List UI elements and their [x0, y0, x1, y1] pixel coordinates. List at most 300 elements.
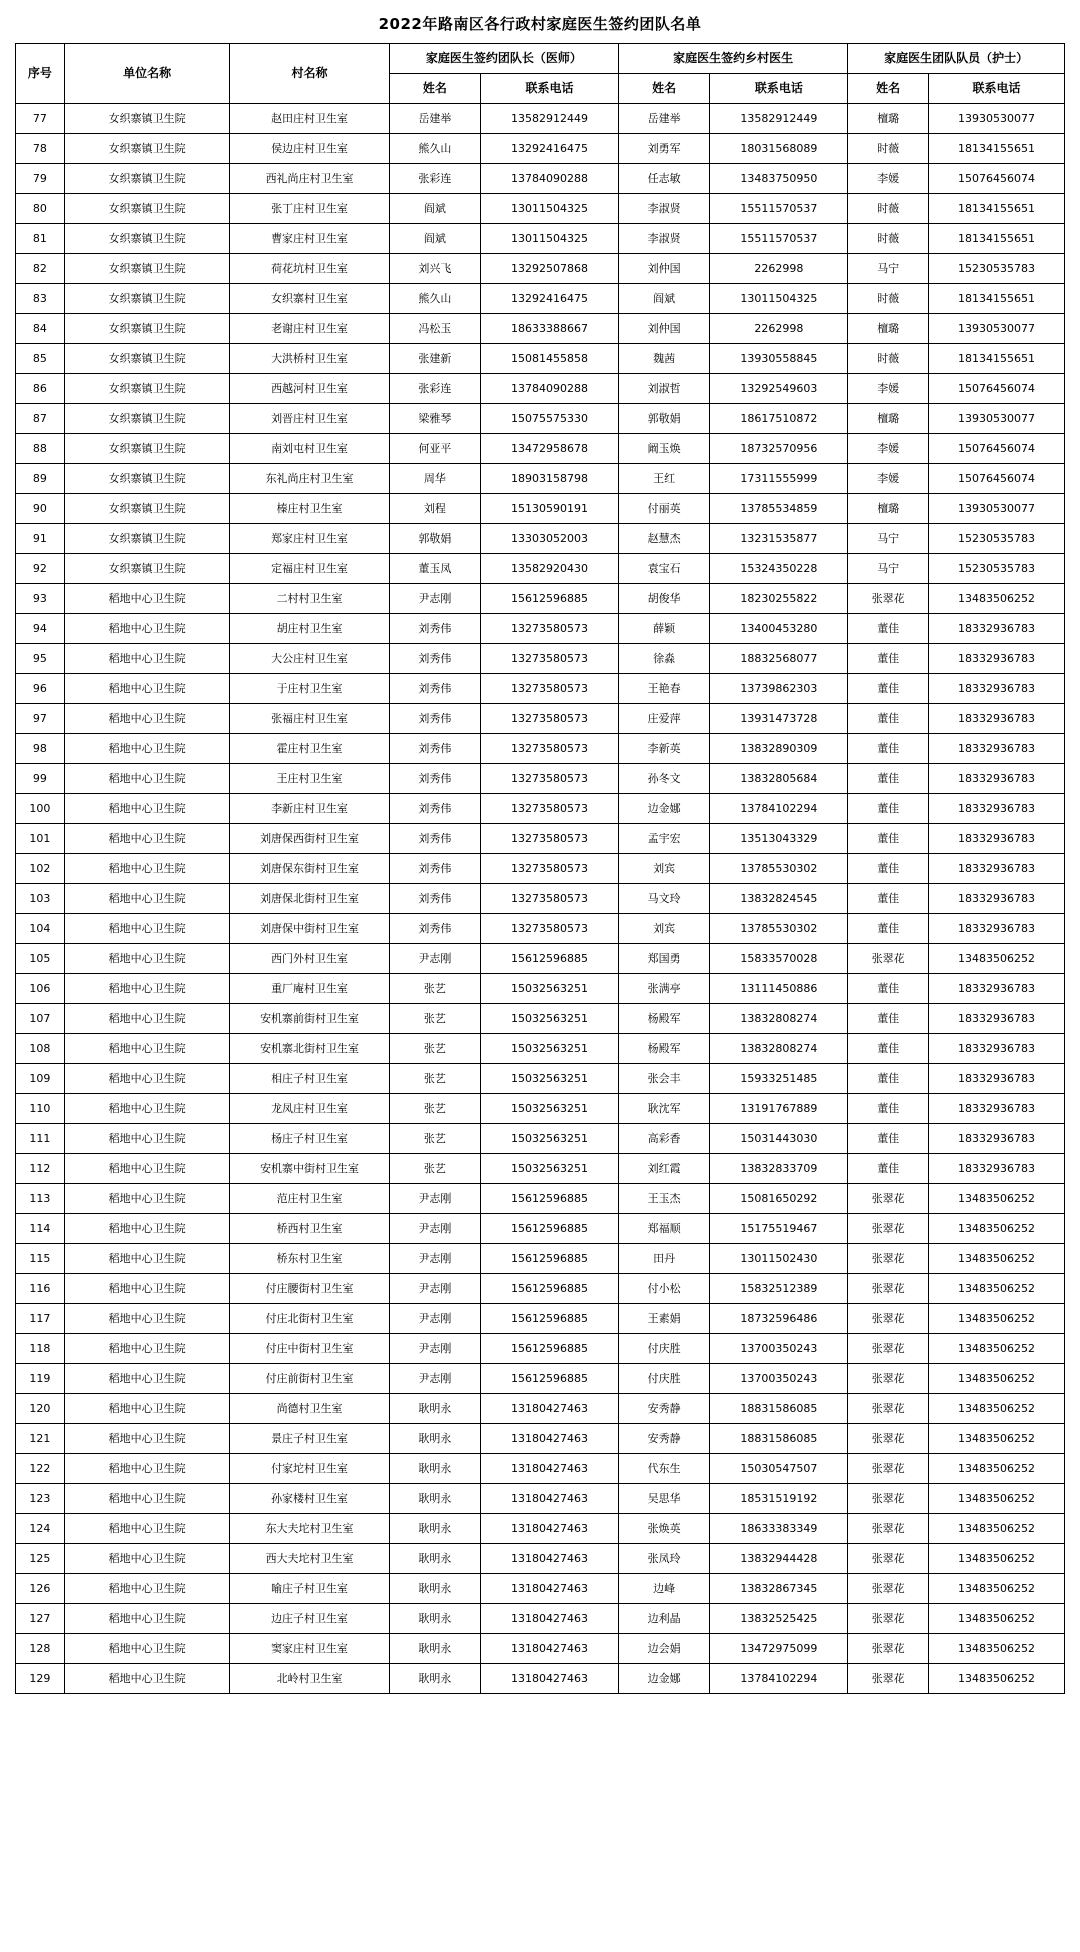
cell-nurse-phone: 18332936783	[929, 1154, 1065, 1184]
cell-leader-phone: 13180427463	[480, 1484, 618, 1514]
cell-doctor-phone: 13930558845	[710, 344, 848, 374]
cell-index: 110	[16, 1094, 65, 1124]
cell-nurse-name: 董佳	[848, 1004, 929, 1034]
cell-unit: 稻地中心卫生院	[64, 884, 230, 914]
cell-nurse-phone: 15076456074	[929, 374, 1065, 404]
table-row	[16, 1514, 1065, 1544]
header-village: 村名称	[230, 44, 389, 104]
cell-doctor-phone: 13483750950	[710, 164, 848, 194]
cell-leader-phone: 13303052003	[480, 524, 618, 554]
header-index: 序号	[16, 44, 65, 104]
cell-nurse-name: 张翠花	[848, 1364, 929, 1394]
cell-leader-phone: 15130590191	[480, 494, 618, 524]
cell-doctor-phone: 13111450886	[710, 974, 848, 1004]
cell-village: 桥西村卫生室	[230, 1214, 389, 1244]
cell-leader-phone: 13292416475	[480, 134, 618, 164]
cell-nurse-name: 张翠花	[848, 944, 929, 974]
table-row	[16, 1634, 1065, 1664]
cell-leader-name: 张艺	[389, 974, 480, 1004]
table-row	[16, 1244, 1065, 1274]
cell-nurse-phone: 13930530077	[929, 314, 1065, 344]
cell-leader-phone: 15612596885	[480, 584, 618, 614]
cell-village: 西越河村卫生室	[230, 374, 389, 404]
cell-unit: 稻地中心卫生院	[64, 614, 230, 644]
cell-nurse-phone: 13483506252	[929, 1634, 1065, 1664]
cell-index: 86	[16, 374, 65, 404]
cell-index: 114	[16, 1214, 65, 1244]
cell-village: 窦家庄村卫生室	[230, 1634, 389, 1664]
table-row	[16, 584, 1065, 614]
cell-leader-phone: 15612596885	[480, 1364, 618, 1394]
cell-leader-phone: 18633388667	[480, 314, 618, 344]
cell-nurse-phone: 13930530077	[929, 104, 1065, 134]
cell-leader-name: 尹志刚	[389, 1184, 480, 1214]
cell-unit: 女织寨镇卫生院	[64, 404, 230, 434]
table-row	[16, 674, 1065, 704]
table-row	[16, 1604, 1065, 1634]
cell-nurse-phone: 13483506252	[929, 1424, 1065, 1454]
cell-doctor-phone: 13472975099	[710, 1634, 848, 1664]
cell-leader-name: 阎斌	[389, 224, 480, 254]
cell-nurse-name: 马宁	[848, 554, 929, 584]
cell-village: 刘唐保中街村卫生室	[230, 914, 389, 944]
cell-doctor-phone: 2262998	[710, 314, 848, 344]
cell-leader-phone: 13292507868	[480, 254, 618, 284]
cell-doctor-name: 边金娜	[619, 1664, 710, 1694]
header-row-group	[16, 44, 1065, 74]
cell-village: 相庄子村卫生室	[230, 1064, 389, 1094]
cell-doctor-name: 阎斌	[619, 284, 710, 314]
cell-nurse-name: 张翠花	[848, 584, 929, 614]
cell-leader-phone: 13582912449	[480, 104, 618, 134]
cell-leader-name: 耿明永	[389, 1574, 480, 1604]
cell-nurse-name: 董佳	[848, 734, 929, 764]
cell-village: 付家坨村卫生室	[230, 1454, 389, 1484]
cell-village: 龙凤庄村卫生室	[230, 1094, 389, 1124]
cell-leader-phone: 15032563251	[480, 1094, 618, 1124]
cell-doctor-name: 赵慧杰	[619, 524, 710, 554]
cell-village: 安机寨中街村卫生室	[230, 1154, 389, 1184]
cell-unit: 稻地中心卫生院	[64, 1154, 230, 1184]
cell-nurse-phone: 13483506252	[929, 1514, 1065, 1544]
cell-doctor-phone: 13832805684	[710, 764, 848, 794]
cell-unit: 稻地中心卫生院	[64, 1424, 230, 1454]
cell-unit: 稻地中心卫生院	[64, 1484, 230, 1514]
cell-leader-phone: 13273580573	[480, 704, 618, 734]
cell-leader-name: 张彩连	[389, 374, 480, 404]
cell-village: 东大夫坨村卫生室	[230, 1514, 389, 1544]
cell-leader-name: 张艺	[389, 1094, 480, 1124]
cell-leader-name: 耿明永	[389, 1604, 480, 1634]
cell-index: 83	[16, 284, 65, 314]
cell-leader-name: 张艺	[389, 1124, 480, 1154]
cell-leader-name: 张艺	[389, 1034, 480, 1064]
table-row	[16, 974, 1065, 1004]
cell-nurse-phone: 13483506252	[929, 1664, 1065, 1694]
table-row	[16, 914, 1065, 944]
cell-leader-name: 刘秀伟	[389, 884, 480, 914]
cell-nurse-name: 马宁	[848, 524, 929, 554]
cell-nurse-name: 张翠花	[848, 1664, 929, 1694]
cell-nurse-phone: 13483506252	[929, 1184, 1065, 1214]
table-row	[16, 1214, 1065, 1244]
cell-nurse-name: 董佳	[848, 884, 929, 914]
cell-doctor-phone: 13931473728	[710, 704, 848, 734]
cell-index: 81	[16, 224, 65, 254]
cell-nurse-name: 董佳	[848, 764, 929, 794]
cell-nurse-phone: 18332936783	[929, 1124, 1065, 1154]
cell-doctor-name: 郭敬娟	[619, 404, 710, 434]
cell-unit: 稻地中心卫生院	[64, 1004, 230, 1034]
cell-doctor-name: 王艳春	[619, 674, 710, 704]
cell-village: 尚德村卫生室	[230, 1394, 389, 1424]
table-row	[16, 1304, 1065, 1334]
table-row	[16, 824, 1065, 854]
cell-village: 付庄中街村卫生室	[230, 1334, 389, 1364]
cell-nurse-phone: 13483506252	[929, 1454, 1065, 1484]
cell-doctor-name: 安秀静	[619, 1394, 710, 1424]
table-row	[16, 1574, 1065, 1604]
cell-doctor-name: 徐淼	[619, 644, 710, 674]
cell-leader-name: 尹志刚	[389, 1274, 480, 1304]
cell-doctor-name: 李淑贤	[619, 224, 710, 254]
cell-leader-name: 周华	[389, 464, 480, 494]
cell-leader-name: 耿明永	[389, 1514, 480, 1544]
cell-unit: 稻地中心卫生院	[64, 1214, 230, 1244]
cell-village: 孙家楼村卫生室	[230, 1484, 389, 1514]
cell-village: 付庄北街村卫生室	[230, 1304, 389, 1334]
cell-nurse-name: 张翠花	[848, 1244, 929, 1274]
cell-doctor-phone: 15030547507	[710, 1454, 848, 1484]
cell-index: 112	[16, 1154, 65, 1184]
cell-nurse-phone: 18332936783	[929, 674, 1065, 704]
cell-unit: 稻地中心卫生院	[64, 1274, 230, 1304]
cell-leader-phone: 15612596885	[480, 944, 618, 974]
cell-nurse-name: 张翠花	[848, 1454, 929, 1484]
cell-doctor-phone: 18831586085	[710, 1424, 848, 1454]
cell-index: 88	[16, 434, 65, 464]
cell-nurse-name: 董佳	[848, 1034, 929, 1064]
cell-index: 97	[16, 704, 65, 734]
cell-nurse-phone: 18332936783	[929, 644, 1065, 674]
cell-index: 78	[16, 134, 65, 164]
cell-unit: 稻地中心卫生院	[64, 1574, 230, 1604]
cell-nurse-phone: 18332936783	[929, 704, 1065, 734]
cell-leader-phone: 13180427463	[480, 1514, 618, 1544]
header-village-doctor: 家庭医生签约乡村医生	[619, 44, 848, 74]
cell-leader-name: 尹志刚	[389, 1364, 480, 1394]
cell-unit: 女织寨镇卫生院	[64, 494, 230, 524]
cell-nurse-phone: 18332936783	[929, 1034, 1065, 1064]
cell-doctor-phone: 2262998	[710, 254, 848, 284]
cell-nurse-phone: 15230535783	[929, 254, 1065, 284]
cell-leader-phone: 13472958678	[480, 434, 618, 464]
table-row	[16, 614, 1065, 644]
cell-leader-phone: 13784090288	[480, 164, 618, 194]
cell-leader-phone: 13273580573	[480, 644, 618, 674]
cell-index: 104	[16, 914, 65, 944]
cell-village: 东礼尚庄村卫生室	[230, 464, 389, 494]
cell-village: 张丁庄村卫生室	[230, 194, 389, 224]
cell-village: 王庄村卫生室	[230, 764, 389, 794]
cell-index: 125	[16, 1544, 65, 1574]
cell-nurse-name: 董佳	[848, 644, 929, 674]
cell-doctor-name: 边峰	[619, 1574, 710, 1604]
cell-village: 刘唐保北街村卫生室	[230, 884, 389, 914]
header-team-leader: 家庭医生签约团队长（医师）	[389, 44, 618, 74]
cell-unit: 女织寨镇卫生院	[64, 524, 230, 554]
cell-index: 77	[16, 104, 65, 134]
cell-doctor-name: 边利晶	[619, 1604, 710, 1634]
cell-unit: 稻地中心卫生院	[64, 824, 230, 854]
table-row	[16, 494, 1065, 524]
cell-village: 西门外村卫生室	[230, 944, 389, 974]
cell-nurse-phone: 18332936783	[929, 1004, 1065, 1034]
cell-doctor-phone: 13700350243	[710, 1334, 848, 1364]
cell-unit: 稻地中心卫生院	[64, 584, 230, 614]
cell-unit: 稻地中心卫生院	[64, 1184, 230, 1214]
cell-unit: 稻地中心卫生院	[64, 944, 230, 974]
cell-doctor-phone: 13832808274	[710, 1034, 848, 1064]
cell-index: 90	[16, 494, 65, 524]
cell-unit: 稻地中心卫生院	[64, 1094, 230, 1124]
cell-doctor-phone: 13832944428	[710, 1544, 848, 1574]
header-nurse-phone: 联系电话	[929, 74, 1065, 104]
cell-index: 102	[16, 854, 65, 884]
table-row	[16, 734, 1065, 764]
table-row	[16, 944, 1065, 974]
cell-doctor-name: 刘红霞	[619, 1154, 710, 1184]
cell-doctor-name: 张会丰	[619, 1064, 710, 1094]
cell-nurse-name: 张翠花	[848, 1604, 929, 1634]
cell-index: 128	[16, 1634, 65, 1664]
cell-index: 94	[16, 614, 65, 644]
table-header	[16, 44, 1065, 104]
cell-index: 98	[16, 734, 65, 764]
cell-doctor-phone: 13739862303	[710, 674, 848, 704]
table-row	[16, 284, 1065, 314]
table-row	[16, 1394, 1065, 1424]
cell-index: 108	[16, 1034, 65, 1064]
cell-nurse-name: 董佳	[848, 674, 929, 704]
cell-leader-phone: 13180427463	[480, 1454, 618, 1484]
cell-leader-phone: 15612596885	[480, 1274, 618, 1304]
cell-doctor-phone: 13832808274	[710, 1004, 848, 1034]
cell-nurse-phone: 18332936783	[929, 974, 1065, 1004]
cell-unit: 稻地中心卫生院	[64, 734, 230, 764]
cell-doctor-phone: 15833570028	[710, 944, 848, 974]
cell-leader-phone: 15612596885	[480, 1244, 618, 1274]
cell-unit: 女织寨镇卫生院	[64, 314, 230, 344]
table-row	[16, 554, 1065, 584]
cell-leader-phone: 13180427463	[480, 1664, 618, 1694]
cell-nurse-phone: 13483506252	[929, 1484, 1065, 1514]
cell-index: 107	[16, 1004, 65, 1034]
cell-doctor-phone: 17311555999	[710, 464, 848, 494]
cell-doctor-phone: 15511570537	[710, 194, 848, 224]
cell-unit: 稻地中心卫生院	[64, 1244, 230, 1274]
cell-index: 85	[16, 344, 65, 374]
cell-village: 李新庄村卫生室	[230, 794, 389, 824]
cell-index: 100	[16, 794, 65, 824]
cell-leader-phone: 13180427463	[480, 1544, 618, 1574]
cell-doctor-phone: 13191767889	[710, 1094, 848, 1124]
cell-doctor-phone: 13400453280	[710, 614, 848, 644]
cell-nurse-name: 张翠花	[848, 1574, 929, 1604]
cell-doctor-phone: 13784102294	[710, 794, 848, 824]
cell-nurse-name: 马宁	[848, 254, 929, 284]
cell-unit: 女织寨镇卫生院	[64, 284, 230, 314]
cell-leader-name: 张艺	[389, 1154, 480, 1184]
cell-nurse-name: 张翠花	[848, 1544, 929, 1574]
cell-nurse-phone: 13483506252	[929, 1394, 1065, 1424]
table-row	[16, 464, 1065, 494]
cell-unit: 女织寨镇卫生院	[64, 554, 230, 584]
cell-index: 101	[16, 824, 65, 854]
cell-index: 89	[16, 464, 65, 494]
cell-leader-phone: 13292416475	[480, 284, 618, 314]
cell-nurse-phone: 18134155651	[929, 284, 1065, 314]
table-row	[16, 1544, 1065, 1574]
table-row	[16, 764, 1065, 794]
table-row	[16, 1064, 1065, 1094]
cell-doctor-name: 刘仲国	[619, 254, 710, 284]
cell-doctor-name: 薛颖	[619, 614, 710, 644]
cell-nurse-phone: 15076456074	[929, 164, 1065, 194]
cell-index: 120	[16, 1394, 65, 1424]
table-row	[16, 524, 1065, 554]
cell-index: 122	[16, 1454, 65, 1484]
cell-index: 103	[16, 884, 65, 914]
cell-nurse-name: 董佳	[848, 794, 929, 824]
cell-leader-phone: 13273580573	[480, 734, 618, 764]
table-row	[16, 1034, 1065, 1064]
cell-doctor-name: 李淑贤	[619, 194, 710, 224]
cell-nurse-name: 檀璐	[848, 104, 929, 134]
cell-leader-name: 耿明永	[389, 1394, 480, 1424]
cell-nurse-name: 张翠花	[848, 1424, 929, 1454]
cell-leader-phone: 13180427463	[480, 1634, 618, 1664]
cell-leader-phone: 15081455858	[480, 344, 618, 374]
table-row	[16, 704, 1065, 734]
cell-nurse-name: 李媛	[848, 164, 929, 194]
cell-nurse-phone: 18332936783	[929, 854, 1065, 884]
cell-index: 121	[16, 1424, 65, 1454]
cell-doctor-name: 代东生	[619, 1454, 710, 1484]
cell-doctor-name: 付庆胜	[619, 1364, 710, 1394]
table-row	[16, 1184, 1065, 1214]
cell-index: 115	[16, 1244, 65, 1274]
table-row	[16, 1274, 1065, 1304]
cell-nurse-name: 董佳	[848, 974, 929, 1004]
cell-nurse-name: 时薇	[848, 134, 929, 164]
cell-nurse-phone: 15076456074	[929, 434, 1065, 464]
cell-leader-phone: 13011504325	[480, 224, 618, 254]
cell-leader-name: 何亚平	[389, 434, 480, 464]
table-row	[16, 1484, 1065, 1514]
table-row	[16, 314, 1065, 344]
cell-village: 曹家庄村卫生室	[230, 224, 389, 254]
table-row	[16, 404, 1065, 434]
cell-nurse-name: 董佳	[848, 824, 929, 854]
cell-leader-name: 尹志刚	[389, 944, 480, 974]
cell-index: 99	[16, 764, 65, 794]
cell-leader-name: 张彩连	[389, 164, 480, 194]
cell-index: 82	[16, 254, 65, 284]
cell-doctor-name: 刘仲国	[619, 314, 710, 344]
cell-doctor-phone: 15031443030	[710, 1124, 848, 1154]
cell-doctor-name: 孟宇宏	[619, 824, 710, 854]
cell-leader-phone: 15032563251	[480, 1124, 618, 1154]
cell-doctor-phone: 15832512389	[710, 1274, 848, 1304]
table-row	[16, 134, 1065, 164]
cell-unit: 女织寨镇卫生院	[64, 104, 230, 134]
cell-leader-name: 刘秀伟	[389, 764, 480, 794]
cell-doctor-name: 杨殿军	[619, 1004, 710, 1034]
cell-index: 91	[16, 524, 65, 554]
cell-village: 安机寨前街村卫生室	[230, 1004, 389, 1034]
cell-nurse-name: 董佳	[848, 914, 929, 944]
cell-leader-name: 刘秀伟	[389, 914, 480, 944]
cell-village: 定福庄村卫生室	[230, 554, 389, 584]
cell-doctor-name: 吴思华	[619, 1484, 710, 1514]
cell-index: 80	[16, 194, 65, 224]
cell-village: 西礼尚庄村卫生室	[230, 164, 389, 194]
cell-doctor-phone: 13785534859	[710, 494, 848, 524]
cell-leader-phone: 15032563251	[480, 974, 618, 1004]
cell-village: 付庄腰街村卫生室	[230, 1274, 389, 1304]
cell-leader-name: 岳建举	[389, 104, 480, 134]
page-title: 2022年路南区各行政村家庭医生签约团队名单	[378, 15, 702, 33]
cell-nurse-phone: 13483506252	[929, 584, 1065, 614]
table-row	[16, 374, 1065, 404]
cell-doctor-name: 刘勇军	[619, 134, 710, 164]
cell-village: 边庄子村卫生室	[230, 1604, 389, 1634]
table-row	[16, 224, 1065, 254]
cell-doctor-phone: 13011502430	[710, 1244, 848, 1274]
cell-nurse-name: 檀璐	[848, 494, 929, 524]
cell-village: 郑家庄村卫生室	[230, 524, 389, 554]
cell-doctor-name: 付小松	[619, 1274, 710, 1304]
cell-nurse-phone: 18134155651	[929, 134, 1065, 164]
cell-village: 安机寨北街村卫生室	[230, 1034, 389, 1064]
cell-doctor-phone: 18633383349	[710, 1514, 848, 1544]
cell-unit: 女织寨镇卫生院	[64, 194, 230, 224]
cell-leader-name: 熊久山	[389, 284, 480, 314]
cell-leader-name: 刘秀伟	[389, 794, 480, 824]
cell-unit: 女织寨镇卫生院	[64, 254, 230, 284]
cell-leader-name: 刘秀伟	[389, 674, 480, 704]
cell-doctor-phone: 13784102294	[710, 1664, 848, 1694]
table-row	[16, 254, 1065, 284]
cell-doctor-phone: 15933251485	[710, 1064, 848, 1094]
cell-leader-name: 刘秀伟	[389, 824, 480, 854]
cell-unit: 稻地中心卫生院	[64, 1664, 230, 1694]
cell-doctor-name: 刘宾	[619, 914, 710, 944]
cell-doctor-phone: 18732596486	[710, 1304, 848, 1334]
cell-unit: 稻地中心卫生院	[64, 764, 230, 794]
cell-village: 范庄村卫生室	[230, 1184, 389, 1214]
cell-leader-phone: 15612596885	[480, 1334, 618, 1364]
cell-leader-phone: 13180427463	[480, 1394, 618, 1424]
cell-nurse-phone: 13483506252	[929, 1214, 1065, 1244]
cell-leader-phone: 15032563251	[480, 1004, 618, 1034]
cell-index: 95	[16, 644, 65, 674]
cell-doctor-phone: 13832525425	[710, 1604, 848, 1634]
cell-index: 96	[16, 674, 65, 704]
cell-village: 侯边庄村卫生室	[230, 134, 389, 164]
cell-nurse-name: 时薇	[848, 284, 929, 314]
